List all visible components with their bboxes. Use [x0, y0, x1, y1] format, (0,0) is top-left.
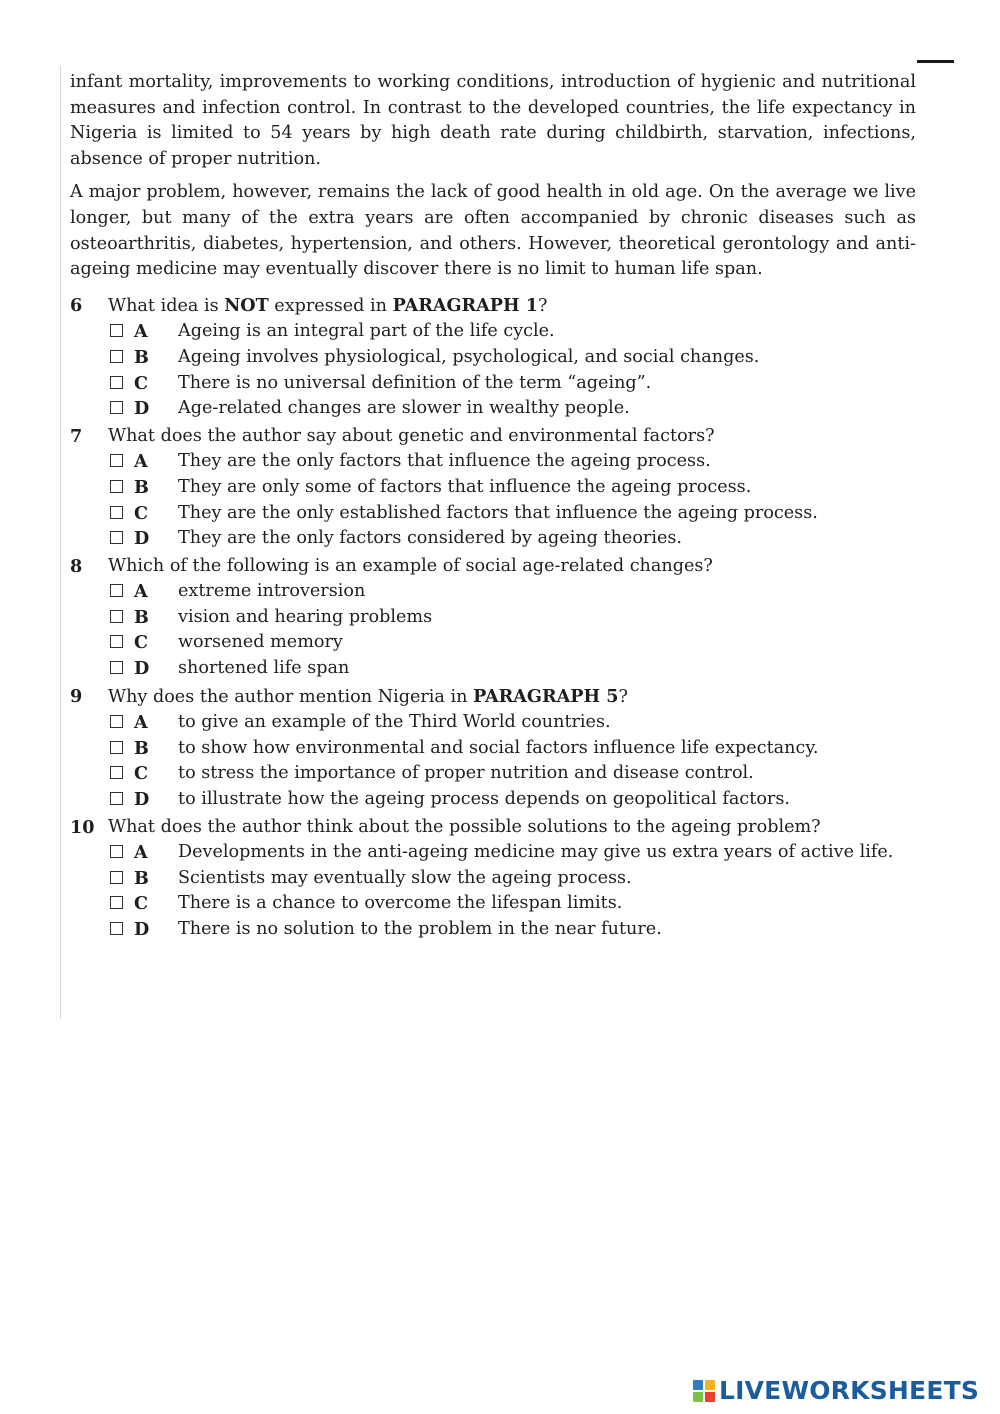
question-9	[70, 684, 916, 813]
option-text: to give an example of the Third World countries.	[178, 712, 611, 733]
question-10	[70, 815, 916, 943]
answer-checkbox[interactable]	[110, 506, 123, 519]
question-text-part: ?	[618, 686, 628, 707]
question-8	[70, 554, 916, 682]
option-text: They are the only established factors that influence the ageing process.	[178, 502, 818, 523]
option-8-d[interactable]	[70, 656, 916, 682]
option-text: Developments in the anti-ageing medicine may give us extra years of active life.	[178, 842, 894, 863]
question-text-part: What does the author say about genetic and environmental factors?	[108, 425, 715, 446]
passage-paragraph-final: A major problem, however, remains the lack of good health in old age. On the average we live longer, but many of the extra years are often accompanied by chronic diseases such as osteoarthritis, diabetes, hypertension, and others. However, theoretical gerontology and anti-ageing medicine may eventually discover there is no limit to human life span.	[70, 182, 916, 280]
option-6-b[interactable]	[70, 345, 916, 371]
option-text: to illustrate how the ageing process depends on geopolitical factors.	[178, 789, 790, 810]
option-6-d[interactable]	[70, 396, 916, 422]
question-stem	[70, 684, 916, 711]
question-stem	[70, 293, 916, 320]
option-10-a[interactable]	[70, 840, 916, 866]
option-letter: D	[134, 398, 150, 420]
option-8-a[interactable]	[70, 579, 916, 605]
option-letter: C	[134, 893, 149, 915]
question-number: 6	[70, 294, 83, 316]
option-letter: D	[134, 658, 150, 680]
liveworksheets-logo	[693, 1376, 979, 1405]
answer-checkbox[interactable]	[110, 792, 123, 805]
option-7-b[interactable]	[70, 475, 916, 501]
logo-square	[705, 1392, 715, 1402]
question-number: 8	[70, 555, 83, 577]
answer-checkbox[interactable]	[110, 661, 123, 674]
option-text: Ageing involves physiological, psychological, and social changes.	[178, 346, 760, 367]
option-text: They are the only factors considered by ageing theories.	[178, 528, 682, 549]
question-text-part: Why does the author mention Nigeria in	[108, 686, 474, 707]
option-9-c[interactable]	[70, 761, 916, 787]
answer-checkbox[interactable]	[110, 896, 123, 909]
answer-checkbox[interactable]	[110, 635, 123, 648]
answer-checkbox[interactable]	[110, 766, 123, 779]
answer-checkbox[interactable]	[110, 922, 123, 935]
question-number: 9	[70, 685, 83, 707]
option-letter: C	[134, 763, 149, 785]
question-text-emphasis: PARAGRAPH 1	[392, 294, 538, 316]
question-text-part: expressed in	[268, 295, 393, 316]
option-letter: A	[134, 451, 148, 473]
answer-checkbox[interactable]	[110, 845, 123, 858]
answer-checkbox[interactable]	[110, 376, 123, 389]
passage-paragraph-continued: infant mortality, improvements to working conditions, introduction of hygienic and nutritional measures and infection control. In contrast to the developed countries, the life expectancy in Nigeria is limited to 54 years by high death rate during childbirth, starvation, infections, absence of proper nutrition.	[70, 72, 916, 169]
option-letter: D	[134, 919, 150, 940]
liveworksheets-logo-icon	[693, 1380, 715, 1402]
answer-checkbox[interactable]	[110, 350, 123, 363]
option-letter: B	[134, 346, 149, 368]
option-7-d[interactable]	[70, 526, 916, 552]
option-8-c[interactable]	[70, 630, 916, 656]
answer-checkbox[interactable]	[110, 531, 123, 544]
question-text	[108, 293, 916, 320]
option-text: They are the only factors that influence the ageing process.	[178, 451, 711, 472]
option-text: shortened life span	[178, 658, 350, 679]
question-7	[70, 424, 916, 552]
option-letter: B	[134, 867, 149, 889]
option-7-c[interactable]	[70, 501, 916, 527]
option-6-a[interactable]	[70, 319, 916, 345]
question-text	[108, 554, 916, 580]
option-6-c[interactable]	[70, 371, 916, 397]
option-text: There is no universal definition of the term “ageing”.	[178, 372, 652, 393]
option-8-b[interactable]	[70, 605, 916, 631]
question-text-emphasis: PARAGRAPH 5	[473, 685, 619, 707]
option-letter: B	[134, 476, 149, 498]
option-9-a[interactable]	[70, 710, 916, 736]
question-stem	[70, 815, 916, 841]
answer-checkbox[interactable]	[110, 610, 123, 623]
option-text: vision and hearing problems	[178, 606, 433, 627]
option-text: Age-related changes are slower in wealthy people.	[178, 398, 630, 419]
option-text: to show how environmental and social factors influence life expectancy.	[178, 737, 819, 758]
option-10-b[interactable]	[70, 866, 916, 892]
liveworksheets-logo-text: LIVEWORKSHEETS	[719, 1376, 980, 1405]
question-text-emphasis: NOT	[224, 294, 269, 316]
option-9-d[interactable]	[70, 787, 916, 813]
option-letter: B	[134, 737, 149, 759]
option-letter: C	[134, 632, 149, 654]
logo-square	[693, 1392, 703, 1402]
worksheet-page	[70, 70, 916, 945]
question-list	[70, 293, 916, 943]
question-stem	[70, 554, 916, 580]
option-letter: A	[134, 581, 148, 603]
question-stem	[70, 424, 916, 450]
option-letter: A	[134, 842, 148, 864]
option-10-d[interactable]	[70, 917, 916, 943]
answer-checkbox[interactable]	[110, 741, 123, 754]
option-text: There is no solution to the problem in the near future.	[178, 919, 662, 939]
page-corner-dash	[917, 60, 954, 63]
option-10-c[interactable]	[70, 891, 916, 917]
option-text: extreme introversion	[178, 581, 366, 602]
answer-checkbox[interactable]	[110, 584, 123, 597]
answer-checkbox[interactable]	[110, 324, 123, 337]
option-letter: D	[134, 528, 150, 550]
option-letter: C	[134, 372, 149, 394]
question-6	[70, 293, 916, 422]
question-text-part: What does the author think about the possible solutions to the ageing problem?	[108, 816, 821, 837]
answer-checkbox[interactable]	[110, 480, 123, 493]
option-letter: C	[134, 502, 149, 524]
option-letter: A	[134, 712, 148, 734]
option-text: worsened memory	[178, 632, 343, 653]
logo-square	[705, 1380, 715, 1390]
answer-checkbox[interactable]	[110, 715, 123, 728]
question-text	[108, 815, 916, 841]
option-9-b[interactable]	[70, 736, 916, 762]
option-7-a[interactable]	[70, 449, 916, 475]
option-text: There is a chance to overcome the lifespan limits.	[178, 893, 623, 914]
option-text: to stress the importance of proper nutrition and disease control.	[178, 763, 754, 784]
option-letter: A	[134, 321, 148, 343]
option-text: Scientists may eventually slow the ageing process.	[178, 867, 632, 888]
option-letter: D	[134, 789, 150, 811]
answer-checkbox[interactable]	[110, 401, 123, 414]
answer-checkbox[interactable]	[110, 871, 123, 884]
question-text	[108, 684, 916, 711]
option-letter: B	[134, 606, 149, 628]
question-number: 7	[70, 425, 83, 447]
answer-checkbox[interactable]	[110, 454, 123, 467]
left-margin-rule	[60, 66, 61, 1019]
question-text-part: ?	[537, 295, 548, 316]
logo-square	[693, 1380, 703, 1390]
option-text: They are only some of factors that influence the ageing process.	[178, 476, 752, 497]
option-text: Ageing is an integral part of the life cycle.	[178, 321, 555, 342]
question-text	[108, 424, 916, 450]
question-text-part: Which of the following is an example of social age-related changes?	[108, 555, 713, 576]
question-number: 10	[70, 816, 95, 838]
question-text-part: What idea is	[108, 295, 225, 316]
